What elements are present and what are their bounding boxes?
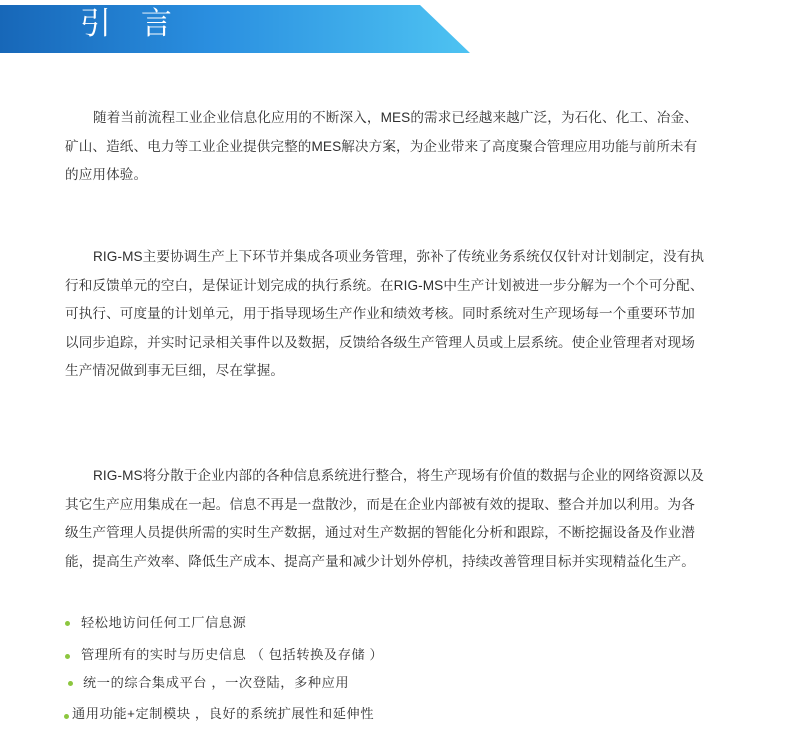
bullet-dot-icon: [68, 681, 73, 686]
bullet-dot-icon: [65, 654, 70, 659]
feature-item-text: 统一的综合集成平台 ，一次登陆，多种应用: [83, 675, 350, 690]
feature-item-text: 通用功能+定制模块 ，良好的系统扩展性和延伸性: [72, 706, 375, 721]
intro-paragraph-1: 随着当前流程工业企业信息化应用的不断深入，MES的需求已经越来越广泛，为石化、化工、冶金、矿山、造纸、电力等工业企业提供完整的MES解决方案，为企业带来了高度聚合管理应用功能与前所未有的应用体验。: [65, 110, 698, 182]
feature-list: [60, 610, 660, 734]
section-header-banner: [0, 5, 470, 53]
feature-item: [60, 610, 660, 641]
bullet-dot-icon: [64, 714, 69, 719]
feature-item-text: 轻松地访问任何工厂信息源: [81, 615, 247, 630]
intro-paragraph-3: RIG-MS将分散于企业内部的各种信息系统进行整合，将生产现场有价值的数据与企业的网络资源以及其它生产应用集成在一起。信息不再是一盘散沙，而是在企业内部被有效的提取、整合并加以利用。为各级生产管理人员提供所需的实时生产数据，通过对生产数据的智能化分析和跟踪，不断挖掘设备及作业潜能，提高生产效率、降低生产成本、提高产量和减少计划外停机，持续改善管理目标并实现精益化生产。: [65, 468, 705, 569]
bullet-dot-icon: [65, 621, 70, 626]
feature-item-text: 管理所有的实时与历史信息 （ 包括转换及存储 ）: [81, 647, 384, 662]
feature-item: [60, 703, 660, 734]
section-title: 引 言: [80, 6, 182, 42]
intro-paragraph-2: RIG-MS主要协调生产上下环节并集成各项业务管理，弥补了传统业务系统仅仅针对计划制定，没有执行和反馈单元的空白，是保证计划完成的执行系统。在RIG-MS中生产计划被进一步分解为一个个可分配、可执行、可度量的计划单元，用于指导现场生产作业和绩效考核。同时系统对生产现场每一个重要环节加以同步追踪，并实时记录相关事件以及数据，反馈给各级生产管理人员或上层系统。使企业管理者对现场生产情况做到事无巨细，尽在掌握。: [65, 249, 705, 378]
